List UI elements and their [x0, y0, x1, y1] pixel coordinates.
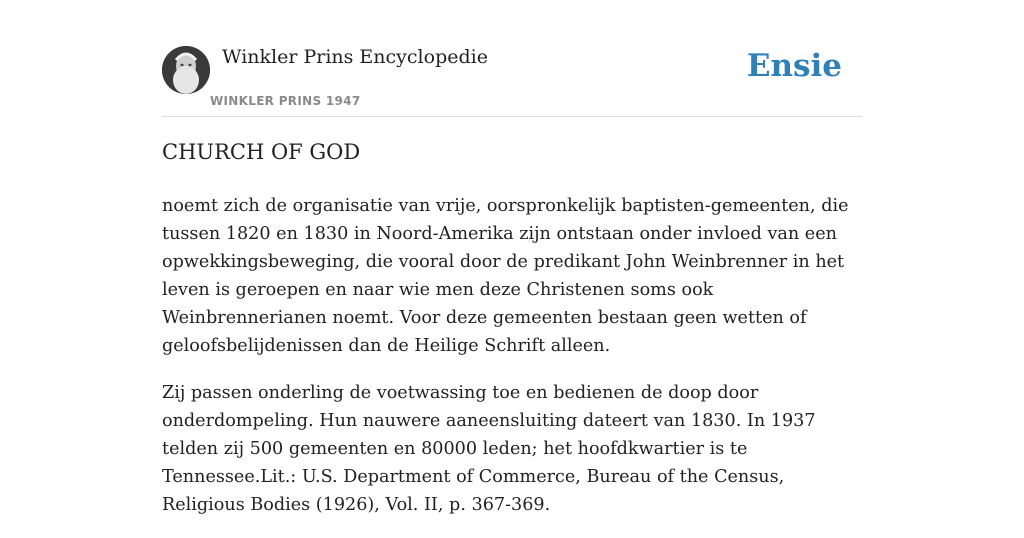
avatar[interactable] [162, 46, 210, 94]
page-title: CHURCH OF GOD [162, 140, 361, 164]
paragraph: Zij passen onderling de voetwassing toe en bedienen de doop door onderdompeling. Hun nauwere aaneensluiting dateert van 1830. In 1937 telden zij 500 gemeenten en 80000 leden; het hoofdkwartier is te Tennessee.Lit.: U.S. Department of Commerce, Bureau of the Census, Religious Bodies (1926), Vol. II, p. 367-369. [162, 383, 816, 515]
site-title[interactable]: Winkler Prins Encyclopedie [222, 46, 488, 68]
edition-label[interactable]: WINKLER PRINS 1947 [210, 94, 361, 108]
bearded-man-portrait-icon [162, 46, 210, 94]
site-header [162, 46, 862, 117]
brand-logo[interactable]: Ensie [746, 48, 842, 84]
article-body [162, 192, 862, 538]
paragraph: noemt zich de organisatie van vrije, oorspronkelijk baptisten-gemeenten, die tussen 1820 en 1830 in Noord-Amerika zijn ontstaan onder invloed van een opwekkingsbeweging, die vooral door de predikant John Weinbrenner in het leven is geroepen en naar wie men deze Christenen soms ook Weinbrennerianen noemt. Voor deze gemeenten bestaan geen wetten of geloofsbelijdenissen dan de Heilige Schrift alleen. [162, 196, 849, 356]
